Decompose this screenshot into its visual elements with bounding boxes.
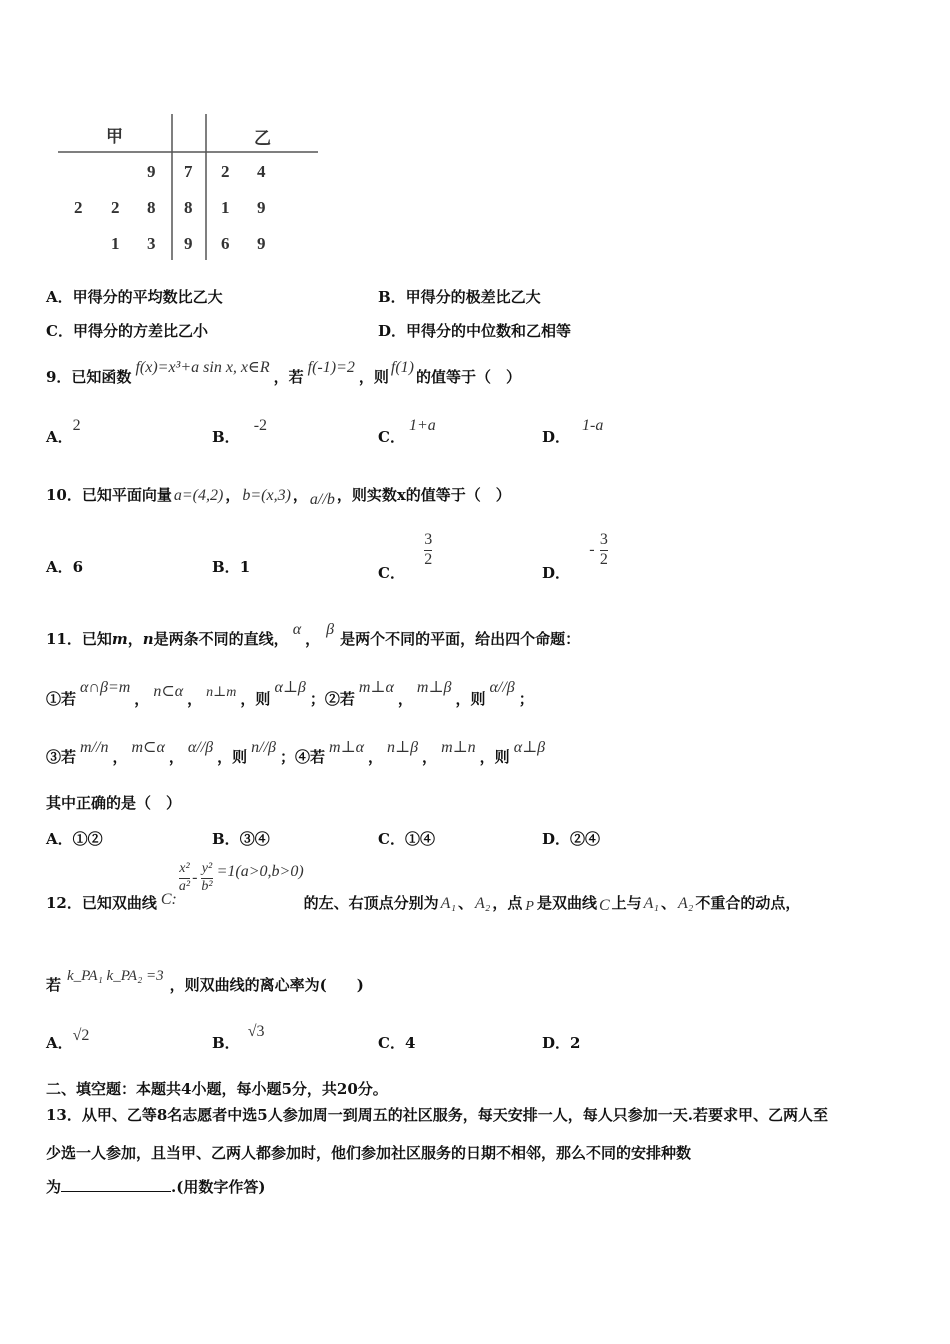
leaf-right: 2 [221, 162, 230, 181]
comma: ， [368, 748, 384, 766]
q12-text: 上与 [611, 894, 642, 913]
prop-4-label: ；④若 [280, 748, 326, 766]
prop-1-cond-a: α∩β=m [80, 679, 131, 696]
leaf-left: 2 [111, 198, 120, 217]
q12-line-2 [46, 968, 364, 995]
denominator: 2 [424, 550, 433, 568]
q9-mid2: ，则 [358, 368, 389, 386]
prop-2-cond-a: m⊥α [358, 679, 394, 696]
option-value: ①② [72, 830, 103, 848]
option-value: 2 [570, 1034, 581, 1052]
stem: 8 [184, 198, 193, 217]
q12-text: 的左、右顶点分别为 [303, 894, 439, 913]
minus-sign: - [589, 541, 595, 559]
leaf-right: 6 [221, 234, 230, 253]
q12-option-a [46, 1027, 90, 1053]
q9-target: f(1) [390, 359, 415, 376]
q12-text: ，点 [492, 894, 523, 913]
stem: 9 [184, 234, 193, 253]
q12-curve-name: C: [160, 891, 177, 909]
option-label: D． [542, 428, 571, 446]
q12-rhs: =1(a>0,b>0) [216, 863, 304, 881]
q9-stem [46, 359, 522, 387]
q10-vector-a: a=(4,2) [173, 487, 224, 504]
prop-2-label: ；②若 [309, 690, 355, 708]
q11-option-d [542, 828, 600, 849]
q13-line-3 [46, 1176, 265, 1197]
option-value: 2 [72, 417, 81, 434]
q10-vector-b: b=(x,3) [242, 487, 291, 504]
q12-stem [46, 861, 916, 915]
q10-prefix: 10．已知平面向量 [46, 486, 172, 504]
q11-intro: 11．已知 [46, 630, 112, 648]
q9-function: f(x)=x³+a sin x, x∈R [135, 359, 270, 376]
q9-option-b [212, 417, 268, 447]
prop-4-cond-c: m⊥n [441, 739, 476, 756]
prop-3-then: ，则 [217, 748, 248, 766]
q12-option-c [378, 1032, 415, 1053]
table-header-yi: 乙 [254, 129, 271, 148]
q13-line-2: 少选一人参加，且当甲、乙两人都参加时，他们参加社区服务的日期不相邻，那么不同的安排种数 [46, 1144, 692, 1162]
q13-prefix: 为 [46, 1178, 62, 1196]
q8-option-b: B．甲得分的极差比乙大 [378, 288, 541, 306]
option-value: 4 [404, 1034, 416, 1052]
option-label: C． [378, 428, 405, 446]
q12-if: 若 [46, 976, 62, 994]
denominator: b² [201, 878, 213, 894]
var-n: n [142, 630, 154, 648]
q12-text: 是双曲线 [536, 894, 597, 913]
prop-1-then: ，则 [240, 690, 271, 708]
semicolon: ； [518, 690, 534, 708]
q10-option-b [212, 556, 250, 577]
vertex-a1: A₁ [643, 895, 659, 913]
leaf-right: 9 [257, 234, 266, 253]
option-label: C． [378, 1034, 405, 1052]
prop-3-label: ③若 [46, 748, 77, 766]
vertex-a2: A₂ [678, 895, 694, 913]
numerator: x² [179, 861, 190, 876]
fraction-y2-b2 [201, 862, 212, 894]
prop-3-cond-a: m//n [80, 739, 109, 756]
option-value: 6 [72, 558, 84, 576]
prop-4-cond-a: m⊥α [329, 739, 365, 756]
q10-option-c [378, 531, 433, 583]
separator: 、 [661, 894, 677, 913]
leaf-left: 1 [111, 234, 120, 253]
q9-condition: f(-1)=2 [307, 359, 355, 376]
prop-4-result: α⊥β [513, 739, 546, 756]
leaf-left: 3 [147, 234, 156, 253]
q11-question: 其中正确的是（ ） [46, 794, 182, 812]
q10-option-d [542, 531, 608, 583]
option-value: √3 [247, 1023, 265, 1040]
q8-option-d: D．甲得分的中位数和乙相等 [378, 322, 572, 340]
prop-1-label: ①若 [46, 690, 77, 708]
curve-c: C [598, 897, 610, 915]
option-value: 1 [239, 558, 251, 576]
q12-question: ，则双曲线的离心率为( ) [169, 976, 364, 994]
option-label: B． [212, 558, 240, 576]
q9-option-a [46, 417, 81, 447]
prop-3-cond-b: m⊂α [131, 739, 165, 756]
q13-suffix: .(用数字作答) [171, 1178, 266, 1196]
var-m: m [111, 630, 128, 648]
alpha: α [292, 621, 302, 638]
q9-option-d [542, 417, 604, 447]
stem-leaf-table [58, 110, 320, 270]
option-value: -2 [253, 417, 268, 434]
q9-suffix: 的值等于（ ） [416, 368, 522, 386]
option-label: A． [46, 1034, 73, 1052]
prop-1-cond-c: n⊥m [206, 685, 237, 700]
fraction [424, 532, 432, 569]
q11-option-a [46, 828, 103, 849]
option-label: A． [46, 428, 73, 446]
prop-3-result: n//β [251, 739, 276, 756]
table-header-jia: 甲 [106, 127, 123, 146]
q10-sep-2: ， [292, 486, 308, 504]
q11-intro-lines: 是两条不同的直线， [153, 630, 289, 648]
prop-2-then: ，则 [455, 690, 486, 708]
q11-stem [46, 621, 581, 649]
q12-option-b [212, 1023, 265, 1053]
q11-intro-planes: 是两个不同的平面，给出四个命题： [340, 630, 581, 648]
numerator: 3 [599, 531, 608, 548]
q10-option-a [46, 556, 83, 577]
q10-stem [46, 484, 511, 508]
q13-line-1: 13．从甲、乙等8名志愿者中选5人参加周一到周五的社区服务，每天安排一人，每人只参加一天.若要求甲、乙两人至 [46, 1106, 828, 1124]
leaf-right: 1 [221, 198, 230, 217]
option-label: B． [212, 1034, 240, 1052]
section-2-title: 二、填空题：本题共4小题，每小题5分，共20分。 [46, 1080, 388, 1098]
option-value: 1-a [582, 417, 604, 434]
leaf-right: 9 [257, 198, 266, 217]
minus-sign: - [192, 869, 198, 887]
comma: ， [397, 690, 413, 708]
q12-text: 不重合的动点， [695, 894, 801, 913]
option-value: 1+a [408, 417, 436, 434]
separator: 、 [458, 894, 474, 913]
denominator: a² [178, 878, 191, 894]
prop-2-cond-b: m⊥β [416, 679, 452, 696]
q9-mid: ，若 [273, 368, 304, 386]
q12-slope-product: k_PA₁ k_PA₂ =3 [67, 968, 164, 984]
option-value: √2 [72, 1027, 90, 1044]
comma: ， [422, 748, 438, 766]
point-p: P [525, 899, 534, 915]
q12-option-d [542, 1032, 580, 1053]
prop-1-cond-b: n⊂α [153, 683, 184, 700]
stem: 7 [184, 162, 193, 181]
option-label: A． [46, 558, 73, 576]
comma: ， [305, 630, 321, 648]
leaf-left: 2 [74, 198, 83, 217]
option-label: D． [542, 564, 571, 583]
prop-2-result: α//β [489, 679, 515, 696]
comma: ， [168, 748, 184, 766]
numerator: 3 [424, 531, 433, 548]
leaf-left: 8 [147, 198, 156, 217]
q10-sep: ， [225, 486, 241, 504]
q10-suffix: ，则实数x的值等于（ ） [336, 486, 511, 504]
option-label: D． [542, 1034, 571, 1052]
comma: ， [127, 630, 143, 648]
denominator: 2 [599, 550, 608, 568]
option-label: D． [542, 830, 571, 848]
q10-condition: a//b [309, 491, 335, 508]
fraction [600, 532, 608, 569]
option-label: C． [378, 564, 405, 583]
comma: ， [112, 748, 128, 766]
vertex-a2: A₂ [475, 895, 491, 913]
prop-4-cond-b: n⊥β [387, 739, 419, 756]
answer-blank[interactable] [61, 1177, 171, 1192]
numerator: y² [201, 861, 213, 876]
leaf-left: 9 [147, 162, 156, 181]
option-label: B． [212, 830, 240, 848]
prop-4-then: ，则 [479, 748, 510, 766]
q11-option-b [212, 828, 270, 849]
q11-proposition-3-4 [46, 739, 549, 767]
prop-1-result: α⊥β [274, 679, 306, 696]
q9-prefix: 9．已知函数 [46, 368, 132, 386]
q9-option-c [378, 417, 436, 447]
comma: ， [134, 690, 150, 708]
q11-proposition-1-2 [46, 679, 534, 709]
comma: ， [187, 690, 203, 708]
option-label: A． [46, 830, 73, 848]
option-value: ②④ [570, 830, 601, 848]
q8-option-c: C．甲得分的方差比乙小 [46, 322, 208, 340]
option-value: ③④ [239, 830, 270, 848]
option-value: ①④ [404, 830, 435, 848]
q8-option-a: A．甲得分的平均数比乙大 [46, 288, 223, 306]
leaf-right: 4 [257, 162, 266, 181]
option-label: C． [378, 830, 405, 848]
beta: β [326, 621, 335, 638]
q12-prefix: 12．已知双曲线 [46, 894, 157, 913]
vertex-a1: A₁ [440, 895, 457, 913]
prop-3-cond-c: α//β [187, 739, 214, 756]
fraction-x2-a2 [179, 862, 190, 894]
q11-option-c [378, 828, 435, 849]
option-label: B． [212, 428, 240, 446]
